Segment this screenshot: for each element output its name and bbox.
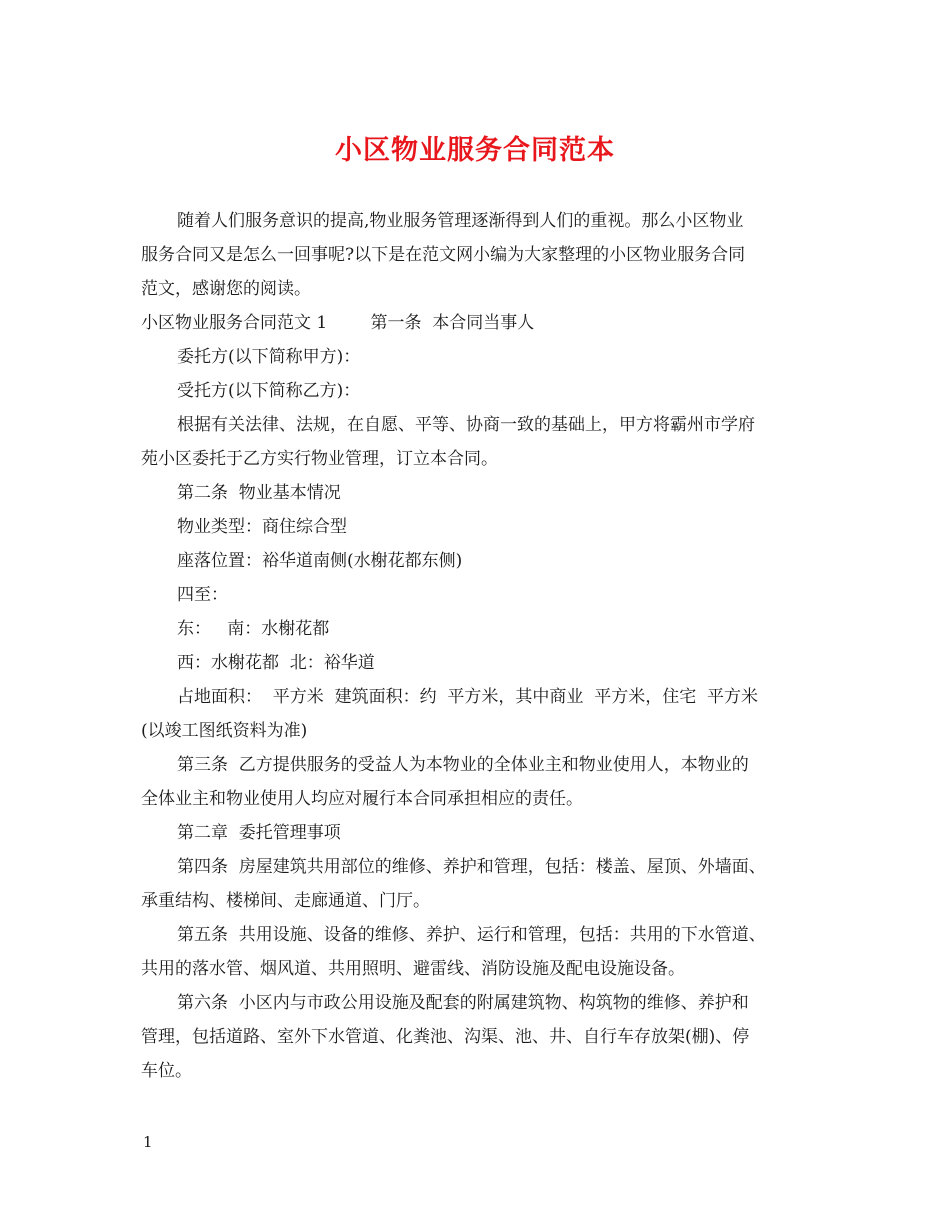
paragraph-line: 委托方(以下简称甲方)： bbox=[177, 347, 361, 367]
paragraph-line: 承重结构、楼梯间、走廊通道、门厅。 bbox=[141, 891, 430, 911]
paragraph-line: 受托方(以下简称乙方)： bbox=[177, 381, 361, 401]
paragraph-line: 第六条 小区内与市政公用设施及配套的附属建筑物、构筑物的维修、养护和 bbox=[177, 993, 749, 1013]
page-number: 1 bbox=[143, 1133, 153, 1151]
paragraph-line: 第三条 乙方提供服务的受益人为本物业的全体业主和物业使用人，本物业的 bbox=[177, 755, 749, 775]
paragraph-line: 全体业主和物业使用人均应对履行本合同承担相应的责任。 bbox=[141, 789, 583, 809]
paragraph-line: 第四条 房屋建筑共用部位的维修、养护和管理，包括：楼盖、屋顶、外墙面、 bbox=[177, 857, 766, 877]
paragraph-line: 第二条 物业基本情况 bbox=[177, 483, 341, 503]
paragraph-line: 根据有关法律、法规，在自愿、平等、协商一致的基础上，甲方将霸州市学府 bbox=[177, 415, 755, 435]
paragraph-line: 管理，包括道路、室外下水管道、化粪池、沟渠、池、井、自行车存放架(棚)、停 bbox=[141, 1027, 750, 1047]
paragraph-line: 随着人们服务意识的提高,物业服务管理逐渐得到人们的重视。那么小区物业 bbox=[177, 211, 744, 231]
paragraph-line: 范文，感谢您的阅读。 bbox=[141, 279, 311, 299]
paragraph-line: 四至： bbox=[177, 585, 228, 605]
paragraph-line: 小区物业服务合同范文 1 第一条 本合同当事人 bbox=[141, 313, 535, 333]
paragraph-line: 物业类型：商住综合型 bbox=[177, 517, 347, 537]
paragraph-line: 共用的落水管、烟风道、共用照明、避雷线、消防设施及配电设施设备。 bbox=[141, 959, 685, 979]
paragraph-line: (以竣工图纸资料为准) bbox=[141, 721, 308, 741]
document-title: 小区物业服务合同范本 bbox=[335, 135, 615, 166]
paragraph-line: 占地面积： 平方米 建筑面积：约 平方米，其中商业 平方米，住宅 平方米 bbox=[177, 687, 759, 707]
document-body bbox=[141, 204, 813, 1088]
paragraph-line: 东： 南：水榭花都 bbox=[177, 619, 330, 639]
paragraph-line: 服务合同又是怎么一回事呢?以下是在范文网小编为大家整理的小区物业服务合同 bbox=[141, 245, 746, 265]
paragraph-line: 车位。 bbox=[141, 1061, 192, 1081]
paragraph-line: 第二章 委托管理事项 bbox=[177, 823, 341, 843]
paragraph-line: 苑小区委托于乙方实行物业管理，订立本合同。 bbox=[141, 449, 498, 469]
paragraph-line: 座落位置：裕华道南侧(水榭花都东侧) bbox=[177, 551, 463, 571]
paragraph-line: 西：水榭花都 北：裕华道 bbox=[177, 653, 375, 673]
paragraph-line: 第五条 共用设施、设备的维修、养护、运行和管理，包括：共用的下水管道、 bbox=[177, 925, 766, 945]
